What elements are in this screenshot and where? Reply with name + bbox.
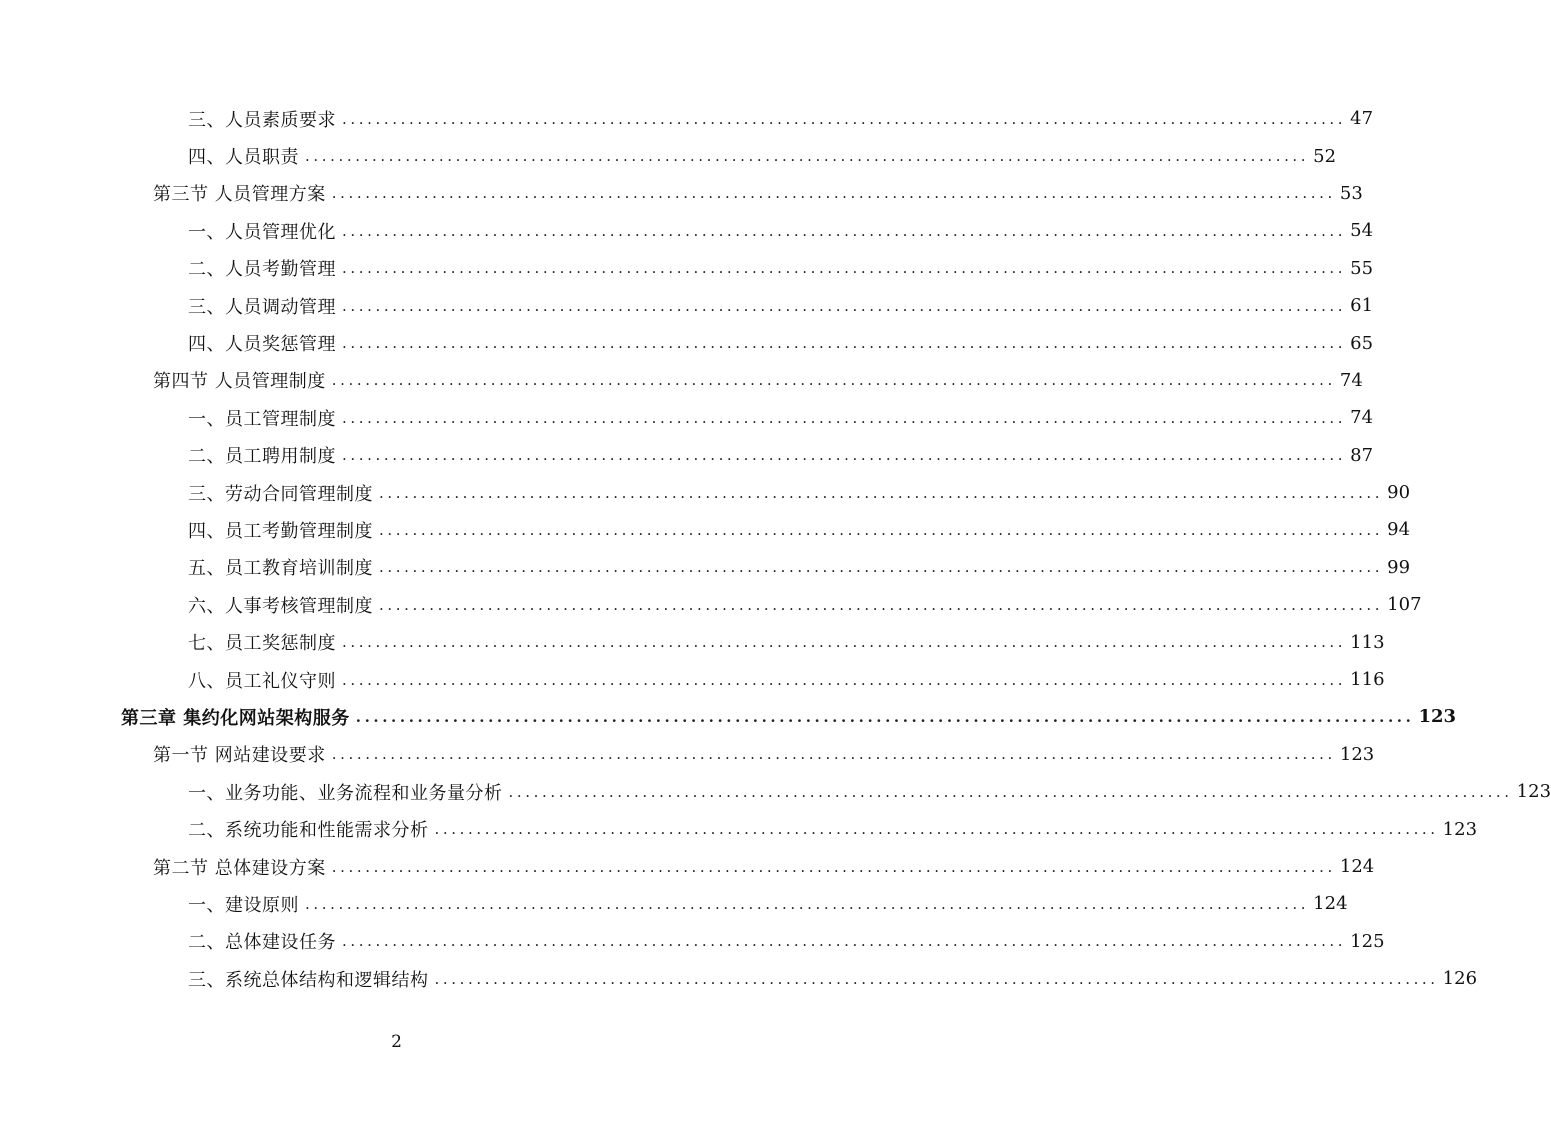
toc-subsection-entry[interactable] (0, 212, 1374, 249)
toc-entry-title: 七、员工奖惩制度 (188, 629, 342, 655)
toc-entry-title: 三、系统总体结构和逻辑结构 (188, 966, 435, 992)
toc-entry-title: 一、员工管理制度 (188, 405, 342, 431)
toc-entry-page: 94 (1383, 519, 1410, 540)
toc-entry-title: 四、员工考勤管理制度 (188, 517, 379, 543)
toc-entry-page: 116 (1346, 669, 1384, 690)
toc-subsection-entry[interactable] (0, 549, 1411, 586)
toc-entry-page: 61 (1346, 295, 1373, 316)
toc-subsection-entry[interactable] (0, 137, 1337, 174)
toc-dot-leader: ........................................................................................................................ (331, 745, 1336, 764)
toc-dot-leader: ........................................................................................................................ (379, 558, 1384, 577)
toc-dot-leader: ........................................................................................................................ (342, 221, 1347, 240)
toc-subsection-entry[interactable] (0, 437, 1374, 474)
toc-entry-title: 四、人员奖惩管理 (188, 330, 342, 356)
toc-subsection-entry[interactable] (0, 960, 1478, 997)
toc-subsection-entry[interactable] (0, 773, 1551, 810)
toc-subsection-entry[interactable] (0, 586, 1422, 623)
toc-subsection-entry[interactable] (0, 623, 1385, 660)
toc-dot-leader: ........................................................................................................................ (379, 520, 1384, 539)
toc-dot-leader: ........................................................................................................................ (434, 969, 1439, 988)
toc-entry-title: 三、人员素质要求 (188, 106, 342, 132)
toc-dot-leader: ........................................................................................................................ (434, 820, 1439, 839)
toc-dot-leader: ........................................................................................................................ (342, 446, 1347, 465)
toc-dot-leader: ........................................................................................................................ (331, 857, 1336, 876)
toc-entry-title: 一、人员管理优化 (188, 218, 342, 244)
table-of-contents (0, 100, 1551, 997)
toc-entry-page: 74 (1336, 370, 1363, 391)
toc-dot-leader: ........................................................................................................................ (342, 109, 1347, 128)
toc-entry-title: 六、人事考核管理制度 (188, 592, 379, 618)
toc-entry-page: 47 (1346, 108, 1373, 129)
toc-dot-leader: ........................................................................................................................ (305, 894, 1310, 913)
toc-section-entry[interactable] (0, 175, 1363, 212)
toc-entry-page: 65 (1346, 333, 1373, 354)
toc-entry-title: 第三章 集约化网站架构服务 (121, 704, 356, 730)
toc-subsection-entry[interactable] (0, 324, 1374, 361)
toc-subsection-entry[interactable] (0, 923, 1385, 960)
toc-entry-title: 一、业务功能、业务流程和业务量分析 (188, 779, 509, 805)
toc-entry-page: 87 (1346, 445, 1373, 466)
toc-entry-title: 一、建设原则 (188, 891, 305, 917)
toc-dot-leader: ........................................................................................................................ (342, 259, 1347, 278)
toc-entry-title: 四、人员职责 (188, 143, 305, 169)
toc-entry-page: 124 (1336, 856, 1374, 877)
toc-entry-title: 五、员工教育培训制度 (188, 554, 379, 580)
toc-entry-title: 三、劳动合同管理制度 (188, 480, 379, 506)
toc-dot-leader: ........................................................................................................................ (355, 707, 1415, 726)
toc-entry-page: 113 (1346, 632, 1384, 653)
toc-entry-title: 二、系统功能和性能需求分析 (188, 816, 435, 842)
toc-entry-page: 53 (1336, 183, 1363, 204)
toc-entry-page: 107 (1383, 594, 1421, 615)
toc-entry-page: 74 (1346, 407, 1373, 428)
toc-subsection-entry[interactable] (0, 250, 1374, 287)
toc-entry-page: 55 (1346, 258, 1373, 279)
toc-subsection-entry[interactable] (0, 287, 1374, 324)
toc-dot-leader: ........................................................................................................................ (508, 782, 1513, 801)
toc-entry-page: 123 (1513, 781, 1551, 802)
toc-dot-leader: ........................................................................................................................ (342, 334, 1347, 353)
toc-entry-title: 八、员工礼仪守则 (188, 667, 342, 693)
toc-entry-page: 123 (1414, 706, 1456, 727)
toc-dot-leader: ........................................................................................................................ (342, 932, 1347, 951)
toc-dot-leader: ........................................................................................................................ (342, 408, 1347, 427)
toc-chapter-entry[interactable] (0, 698, 1457, 735)
toc-dot-leader: ........................................................................................................................ (342, 296, 1347, 315)
toc-entry-page: 125 (1346, 931, 1384, 952)
toc-subsection-entry[interactable] (0, 885, 1348, 922)
toc-entry-title: 第三节 人员管理方案 (153, 180, 332, 206)
toc-entry-page: 99 (1383, 557, 1410, 578)
toc-subsection-entry[interactable] (0, 661, 1385, 698)
page-number: 2 (391, 1032, 402, 1052)
toc-dot-leader: ........................................................................................................................ (342, 633, 1347, 652)
toc-entry-title: 二、人员考勤管理 (188, 255, 342, 281)
toc-entry-title: 二、总体建设任务 (188, 928, 342, 954)
toc-dot-leader: ........................................................................................................................ (379, 595, 1384, 614)
toc-entry-title: 第二节 总体建设方案 (153, 854, 332, 880)
toc-entry-page: 126 (1439, 968, 1477, 989)
toc-entry-title: 二、员工聘用制度 (188, 442, 342, 468)
toc-dot-leader: ........................................................................................................................ (342, 670, 1347, 689)
toc-dot-leader: ........................................................................................................................ (331, 184, 1336, 203)
toc-subsection-entry[interactable] (0, 474, 1411, 511)
toc-subsection-entry[interactable] (0, 511, 1411, 548)
toc-section-entry[interactable] (0, 736, 1375, 773)
toc-entry-page: 124 (1309, 893, 1347, 914)
toc-entry-page: 123 (1439, 819, 1477, 840)
toc-section-entry[interactable] (0, 848, 1375, 885)
toc-subsection-entry[interactable] (0, 100, 1374, 137)
toc-entry-page: 52 (1309, 146, 1336, 167)
toc-subsection-entry[interactable] (0, 399, 1374, 436)
toc-entry-page: 123 (1336, 744, 1374, 765)
toc-entry-page: 90 (1383, 482, 1410, 503)
toc-entry-page: 54 (1346, 220, 1373, 241)
toc-dot-leader: ........................................................................................................................ (305, 147, 1310, 166)
toc-subsection-entry[interactable] (0, 810, 1478, 847)
toc-dot-leader: ........................................................................................................................ (331, 371, 1336, 390)
toc-entry-title: 第四节 人员管理制度 (153, 367, 332, 393)
toc-entry-title: 三、人员调动管理 (188, 293, 342, 319)
toc-dot-leader: ........................................................................................................................ (379, 483, 1384, 502)
toc-entry-title: 第一节 网站建设要求 (153, 741, 332, 767)
toc-section-entry[interactable] (0, 362, 1363, 399)
